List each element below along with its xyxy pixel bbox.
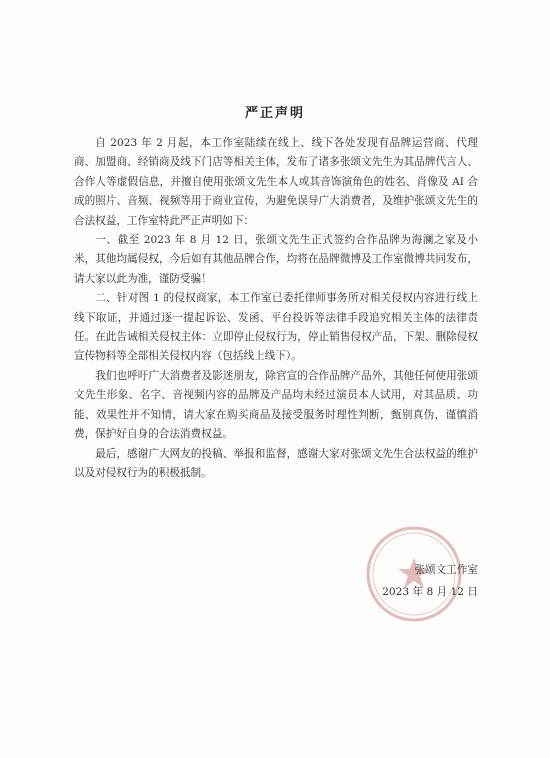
- signature-date: 2023 年 8 月 12 日: [382, 586, 478, 598]
- paragraph-intro: 自 2023 年 2 月起，本工作室陆续在线上、线下各处发现有品牌运营商、代理商、加盟商、经销商及线下门店等相关主体，发布了诸多张颂文先生为其品牌代言人、合作人等虚假信息，并擅自使用张颂文先生本人或其音饰演角色的姓名、肖像及 AI 合成的照片、音频、视频等用于商业宣传，为避免误导广大消费者，及维护张颂文先生的合法权益，工作室特此严正声明如下：: [74, 137, 478, 227]
- statement-body: [74, 134, 478, 483]
- paragraph-point-one: 一、截至 2023 年 8 月 12 日，张颂文先生正式签约合作品牌为海澜之家及小米，其他均属侵权，今后如有其他品牌合作，均将在品牌微博及工作室微博共同发布，请大家以此为准，谨防受骗！: [74, 234, 478, 285]
- paragraph-closing: 最后，感谢广大网友的投稿、举报和监督，感谢大家对张颂文先生合法权益的维护以及对侵权行为的积极抵制。: [74, 447, 478, 479]
- page-title: 严正声明: [244, 106, 305, 121]
- paragraph-appeal: 我们也呼吁广大消费者及影迷朋友，除官宣的合作品牌产品外，其他任何使用张颂文先生形象、名字、音视频内容的品牌及产品均未经过演员本人试用，对其品质、功能、效果性并不知情，请大家在购买商品及接受服务时理性判断，甄别真伪，谨慎消费，保护好自身的合法消费权益。: [74, 369, 478, 441]
- signature-name: 张颂文工作室: [414, 564, 478, 576]
- paragraph-point-two: 二、针对图 1 的侵权商家，本工作室已委托律师事务所对相关侵权内容进行线上线下取证，并通过逐一提起诉讼、发函、平台投诉等法律手段追究相关主体的法律责任。在此告诫相关侵权主体：立即停止侵权行为，停止销售侵权产品，下架、删除侵权宣传物料等全部相关侵权内容（包括线上线下）。: [74, 292, 478, 363]
